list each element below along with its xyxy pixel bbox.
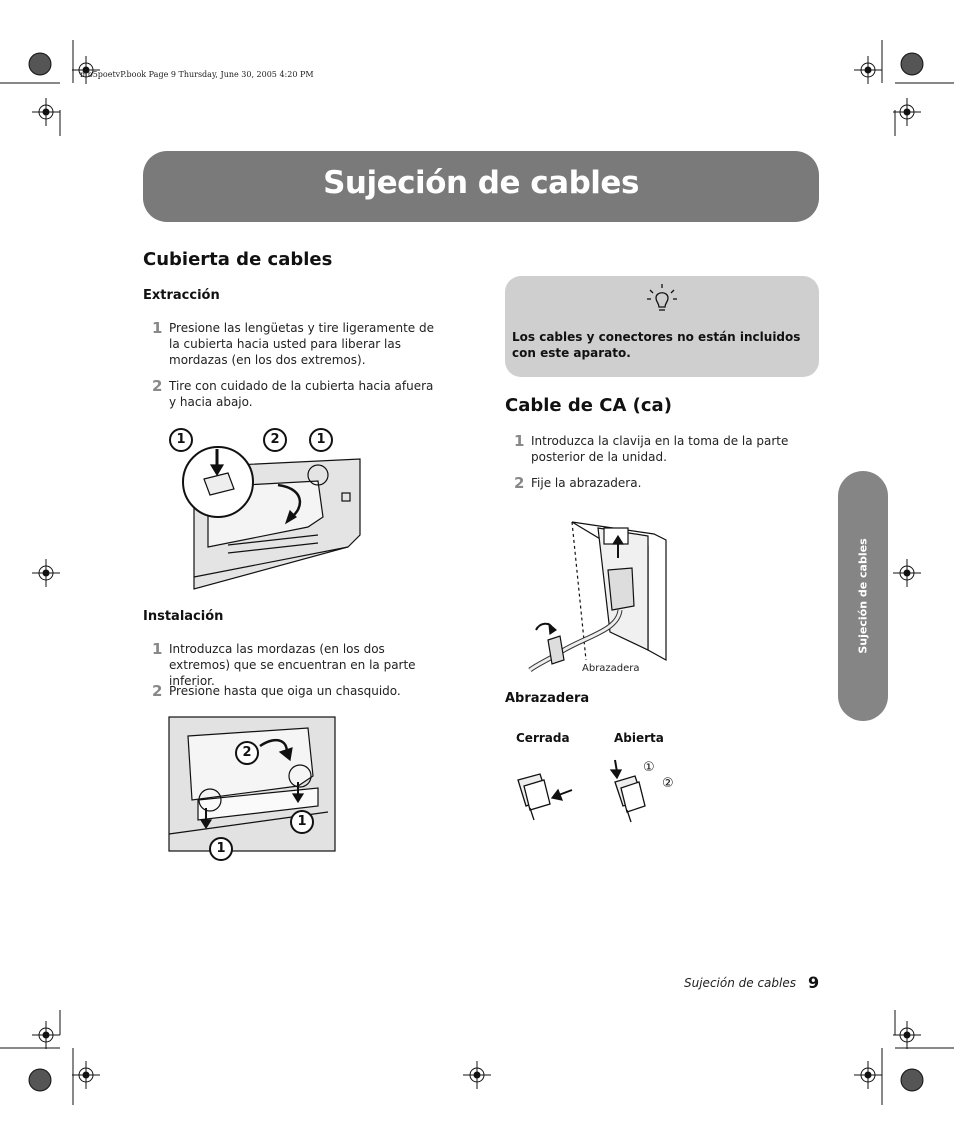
- step-number: 2: [152, 377, 163, 395]
- clamp-open-mark-1: ①: [643, 760, 655, 775]
- step-text: Introduzca las mordazas (en los dos extremos) que se encuentran en la parte inferior.: [169, 642, 416, 688]
- step-text: Introduzca la clavija en la toma de la parte posterior de la unidad.: [531, 434, 789, 464]
- step-number: 2: [514, 474, 525, 492]
- abrazadera-illustration-label: Abrazadera: [582, 663, 640, 674]
- cable-ca-step-2: [505, 475, 805, 491]
- subheading-abrazadera: Abrazadera: [505, 691, 590, 706]
- print-slug: mb5poetvP.book Page 9 Thursday, June 30, 2005 4:20 PM: [80, 70, 314, 79]
- page-number: 9: [808, 973, 820, 992]
- subheading-extraccion: Extracción: [143, 288, 220, 303]
- callout-2: 2: [235, 741, 259, 765]
- step-text: Fije la abrazadera.: [531, 476, 642, 490]
- callout-2: 2: [263, 428, 287, 452]
- callout-1: 1: [209, 837, 233, 861]
- clamp-closed-drawing: [510, 768, 576, 824]
- section-heading-cable-ca: Cable de CA (ca): [505, 395, 672, 416]
- step-number: 1: [152, 319, 163, 337]
- instalacion-step-2: [143, 683, 443, 699]
- page-title: Sujeción de cables: [323, 165, 639, 201]
- title-bar: [143, 151, 819, 222]
- extraccion-illustration: [168, 427, 368, 595]
- step-number: 1: [152, 640, 163, 658]
- lightbulb-icon: [645, 282, 679, 316]
- cable-ca-step-1: [505, 433, 805, 465]
- footer-section: Sujeción de cables: [684, 976, 796, 990]
- clamp-open-mark-2: ②: [662, 776, 674, 791]
- instalacion-illustration: [168, 716, 340, 854]
- ac-cable-illustration: [528, 510, 673, 680]
- callout-1: 1: [309, 428, 333, 452]
- step-text: Tire con cuidado de la cubierta hacia afuera y hacia abajo.: [169, 379, 434, 409]
- step-number: 1: [514, 432, 525, 450]
- instalacion-step-1: [143, 641, 443, 689]
- step-text: Presione las lengüetas y tire ligeramente de la cubierta hacia usted para liberar las mordazas (en los dos extremos).: [169, 321, 434, 367]
- side-tab-label: Sujeción de cables: [856, 538, 870, 654]
- tip-text: Los cables y conectores no están incluidos con este aparato.: [512, 330, 801, 360]
- extraccion-step-1: [143, 320, 443, 368]
- callout-1: 1: [169, 428, 193, 452]
- clamp-open-label: Abierta: [614, 731, 664, 745]
- side-tab: [838, 471, 888, 721]
- subheading-instalacion: Instalación: [143, 609, 224, 624]
- section-heading-cubierta: Cubierta de cables: [143, 249, 333, 270]
- tip-box: [505, 276, 819, 377]
- extraccion-step-2: [143, 378, 443, 410]
- step-text: Presione hasta que oiga un chasquido.: [169, 684, 401, 698]
- callout-1: 1: [290, 810, 314, 834]
- clamp-closed-label: Cerrada: [516, 731, 570, 745]
- step-number: 2: [152, 682, 163, 700]
- cover-removal-drawing: [168, 427, 368, 595]
- cover-install-drawing: [168, 716, 340, 854]
